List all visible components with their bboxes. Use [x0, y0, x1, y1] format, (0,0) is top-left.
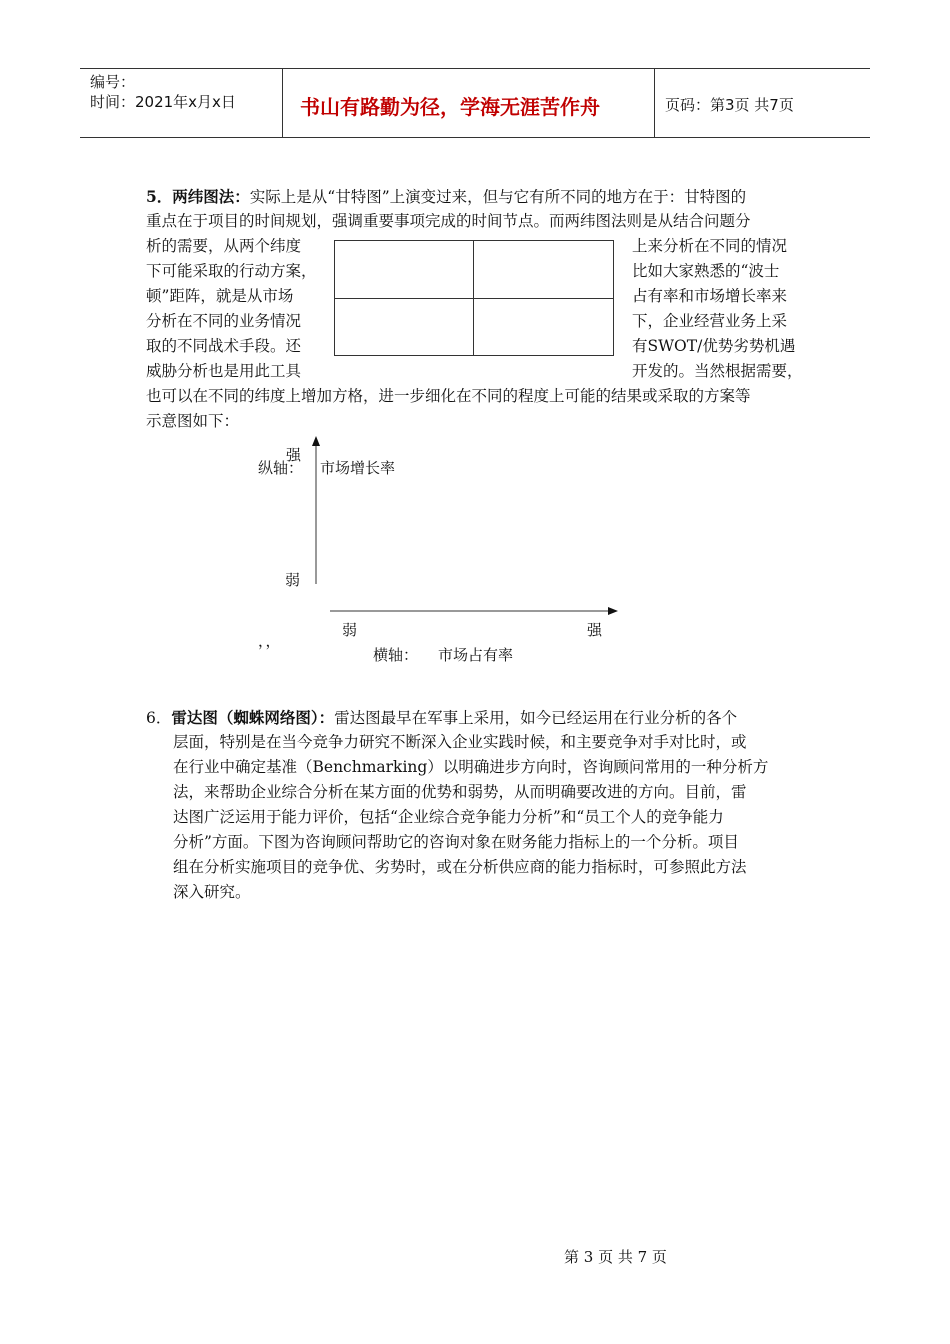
y-axis-weak: 弱 [285, 571, 301, 589]
section5-right-line: 下，企业经营业务上采 [632, 312, 788, 330]
header-page-label: 页码：第3页 共7页 [665, 96, 794, 114]
section6-line: 层面，特别是在当今竞争力研究不断深入企业实践时候，和主要竞争对手对比时，或 [173, 733, 747, 751]
section6-title: 雷达图（蜘蛛网络图）： [171, 708, 335, 727]
section5-line-1: 5．两纬图法：实际上是从“甘特图”上演变过来，但与它有所不同的地方在于：甘特图的 [146, 187, 747, 206]
two-dimension-grid [334, 240, 614, 356]
section5-left-line: 下可能采取的行动方案， [146, 262, 317, 280]
section5-after-line: 也可以在不同的纬度上增加方格，进一步细化在不同的程度上可能的结果或采取的方案等 [146, 387, 751, 405]
section5-right-line: 有SWOT/优势劣势机遇 [632, 337, 796, 355]
section5-after-line: 示意图如下： [146, 412, 240, 430]
stray-commas: ，， [258, 632, 281, 650]
page-header [80, 68, 870, 138]
header-divider [282, 69, 283, 137]
grid-horizontal-divider [335, 298, 613, 299]
section5-left-line: 分析在不同的业务情况 [146, 312, 302, 330]
doc-number-label: 编号： [90, 73, 136, 91]
section5-right-line: 比如大家熟悉的“波士 [632, 262, 780, 280]
x-axis-weak: 弱 [342, 621, 358, 639]
y-axis-label: 纵轴： [258, 459, 304, 477]
y-axis-strong: 强 [286, 446, 302, 464]
x-axis-strong: 强 [587, 621, 603, 639]
section6-line: 在行业中确定基准（Benchmarking）以明确进步方向时，咨询顾问常用的一种分析方 [173, 758, 769, 776]
header-divider [654, 69, 655, 137]
header-motto: 书山有路勤为径，学海无涯苦作舟 [300, 95, 600, 119]
section5-left-line: 威胁分析也是用此工具 [146, 362, 302, 380]
section5-left-line: 顿”距阵，就是从市场 [146, 287, 294, 305]
doc-time-label: 时间：2021年x月x日 [90, 93, 236, 111]
section5-right-line: 占有率和市场增长率来 [632, 287, 788, 305]
y-axis-name: 市场增长率 [320, 459, 396, 477]
y-axis-arrow-icon [312, 436, 320, 446]
section5-right-line: 开发的。当然根据需要， [632, 362, 803, 380]
section6-line: 法，来帮助企业综合分析在某方面的优势和弱势，从而明确要改进的方向。目前，雷 [173, 783, 747, 801]
section6-line: 分析”方面。下图为咨询顾问帮助它的咨询对象在财务能力指标上的一个分析。项目 [173, 833, 739, 851]
x-axis-arrow-icon [608, 607, 618, 615]
section6-number: 6． [146, 709, 172, 727]
section5-right-line: 上来分析在不同的情况 [632, 237, 788, 255]
section5-left-line: 析的需要，从两个纬度 [146, 237, 302, 255]
section5-title: 5．两纬图法： [146, 187, 250, 206]
section6-line-1: 6．雷达图（蜘蛛网络图）：雷达图最早在军事上采用，如今已经运用在行业分析的各个 [146, 708, 738, 727]
x-axis-label: 横轴： [373, 646, 419, 664]
section6-line: 达图广泛运用于能力评价，包括“企业综合竞争能力分析”和“员工个人的竞争能力 [173, 808, 724, 826]
section5-line-2: 重点在于项目的时间规划，强调重要事项完成的时间节点。而两纬图法则是从结合问题分 [146, 212, 751, 230]
section6-line: 组在分析实施项目的竞争优、劣势时，或在分析供应商的能力指标时，可参照此方法 [173, 858, 747, 876]
section6-line: 深入研究。 [173, 883, 251, 901]
section5-left-line: 取的不同战术手段。还 [146, 337, 302, 355]
page-footer: 第 3 页 共 7 页 [564, 1248, 667, 1266]
x-axis-name: 市场占有率 [438, 646, 514, 664]
